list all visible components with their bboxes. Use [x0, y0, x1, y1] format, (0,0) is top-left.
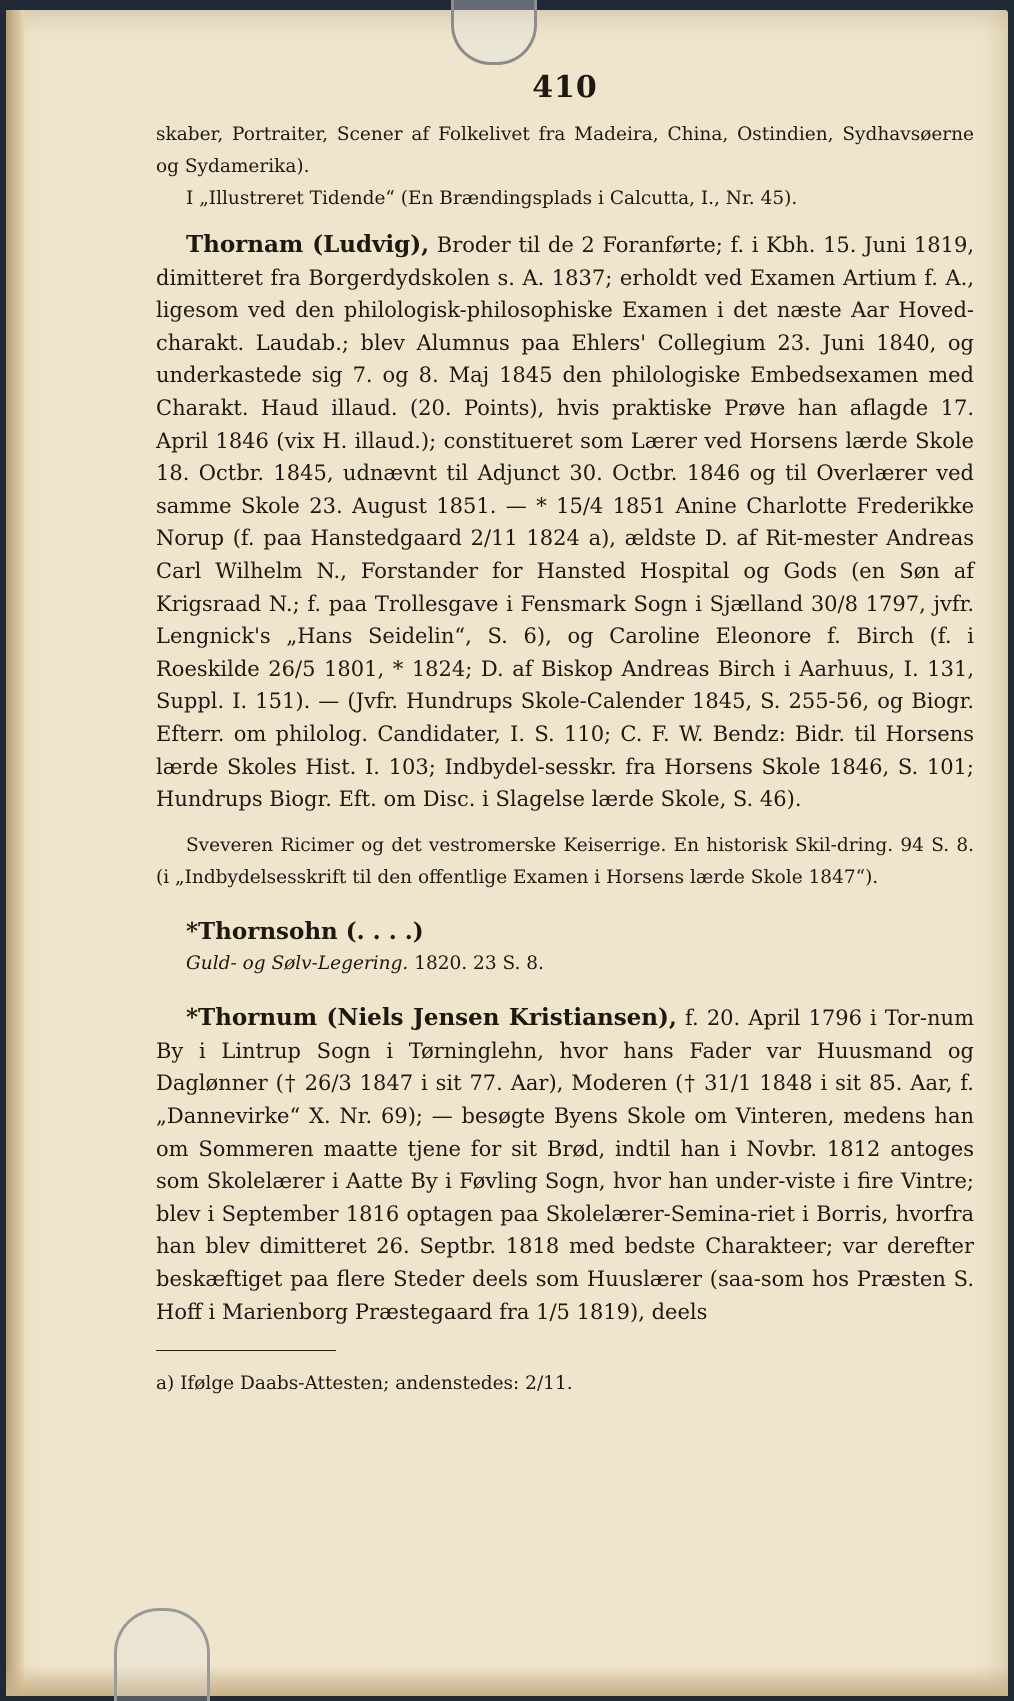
- entry-thornam-ludvig: [156, 229, 974, 816]
- book-page: [6, 10, 1008, 1696]
- entry-work: Sveveren Ricimer og det vestromerske Keiserrige. En historisk Skil-dring. 94 S. 8. (i „Indbydelsesskrift til den offentlige Examen i Horsens lærde Skole 1847“).: [156, 834, 974, 888]
- page-number: 410: [532, 70, 598, 105]
- footnote-divider: [156, 1350, 336, 1351]
- page-edge-shadow: [6, 10, 24, 1696]
- entry-thornum: [156, 1002, 974, 1328]
- entry-heading: *Thornsohn (. . . .): [186, 917, 424, 945]
- publication-note: I „Illustreret Tidende“ (En Brændingsplads i Calcutta, I., Nr. 45).: [186, 188, 798, 209]
- entry-work: [156, 948, 974, 980]
- entry-body: f. 20. April 1796 i Tor-num By i Lintrup Sogn i Tørninglehn, hvor hans Fader var Huusmand og Daglønner († 26/3 1847 i sit 77. Aar), Moderen († 31/1 1848 i sit 85. Aar, f. „Dannevirke“ X. Nr. 69); — besøgte Byens Skole om Vinteren, medens han om Sommeren maatte tjene for sit Brød, indtil han i Novbr. 1812 antoges som Skolelærer i Aatte By i Føvling Sogn, hvor han under-viste i fire Vintre; blev i September 1816 optagen paa Skolelærer-Semina-riet i Borris, hvorfra han blev dimitteret 26. Septbr. 1818 med bedste Charakteer; var derefter beskæftiget paa flere Steder deels som Huuslærer (saa-som hos Præsten S. Hoff i Marienborg Præstegaard fra 1/5 1819), deels: [156, 1006, 974, 1324]
- entry-heading: *Thornum (Niels Jensen Kristiansen),: [186, 1004, 677, 1032]
- top-clip: [451, 0, 537, 65]
- entry-thornsohn: [156, 916, 974, 949]
- entry-body: Broder til de 2 Foranførte; f. i Kbh. 15. Juni 1819, dimitteret fra Borgerdydskolen s. A. 1837; erholdt ved Examen Artium f. A., ligesom ved den philologisk-philosophiske Examen i det næste Aar Hoved-charakt. Laudab.; blev Alumnus paa Ehlers' Collegium 23. Juni 1840, og underkastede sig 7. og 8. Maj 1845 den philologiske Embedsexamen med Charakt. Haud illaud. (20. Points), hvis praktiske Prøve han aflagde 17. April 1846 (vix H. illaud.); constitueret som Lærer ved Horsens lærde Skole 18. Octbr. 1845, udnævnt til Adjunct 30. Octbr. 1846 og til Overlærer ved samme Skole 23. August 1851. — * 15/4 1851 Anine Charlotte Frederikke Norup (f. paa Hanstedgaard 2/11 1824 a), ældste D. af Rit-mester Andreas Carl Wilhelm N., Forstander for Hansted Hospital og Gods (en Søn af Krigsraad N.; f. paa Trollesgave i Fensmark Sogn i Sjælland 30/8 1797, jvfr. Lengnick's „Hans Seidelin“, S. 6), og Caroline Eleonore f. Birch (f. i Roeskilde 26/5 1801, * 1824; D. af Biskop Andreas Birch i Aarhuus, I. 131, Suppl. I. 151). — (Jvfr. Hundrups Skole-Calender 1845, S. 255-56, og Biogr. Efterr. om philolog. Candidater, I. S. 110; C. F. W. Bendz: Bidr. til Horsens lærde Skoles Hist. I. 103; Indbydel-sesskr. fra Horsens Skole 1846, S. 101; Hundrups Biogr. Eft. om Disc. i Slagelse lærde Skole, S. 46).: [156, 233, 974, 812]
- page-content: [156, 70, 974, 1399]
- entry-heading: Thornam (Ludvig),: [186, 231, 430, 258]
- work-title: Guld- og Sølv-Legering.: [186, 953, 409, 975]
- footnote: a) Ifølge Daabs-Attesten; andenstedes: 2/11.: [156, 1373, 573, 1395]
- bottom-clip: [114, 1608, 210, 1701]
- continuation-text: skaber, Portraiter, Scener af Folkelivet fra Madeira, China, Ostindien, Sydhavsøerne og Sydamerika).: [156, 124, 974, 177]
- work-info: 1820. 23 S. 8.: [414, 953, 544, 975]
